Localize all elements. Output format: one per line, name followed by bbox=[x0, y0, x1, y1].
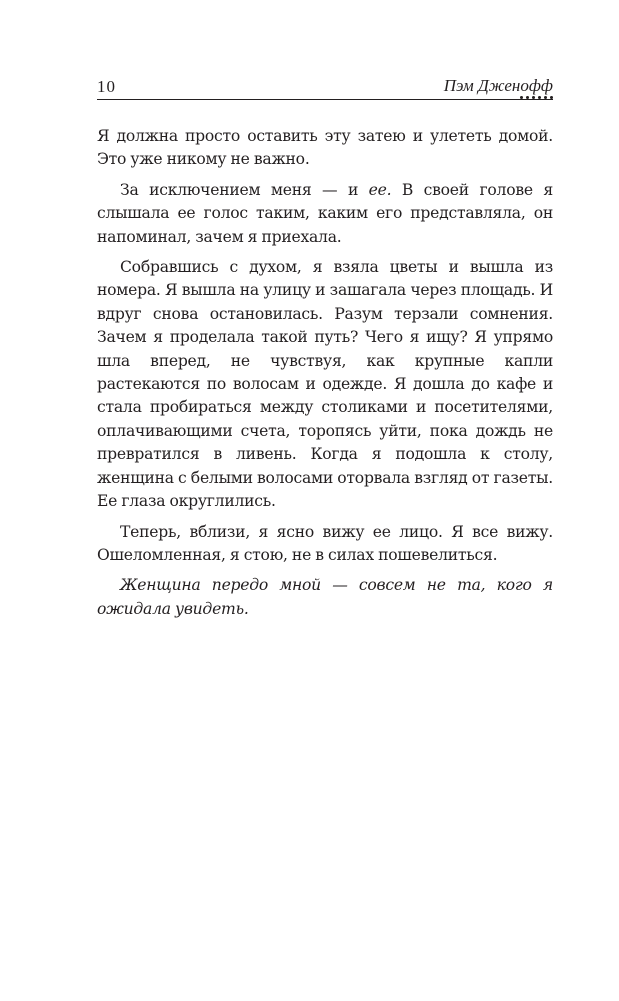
page-number: 10 bbox=[97, 77, 116, 96]
paragraph bbox=[97, 179, 553, 249]
running-head-author: Пэм Дженофф bbox=[443, 76, 553, 95]
paragraph-text: Я должна просто оставить эту затею и улететь домой. Это уже никому не важно. bbox=[97, 127, 553, 169]
paragraph-text: За исключением меня — и bbox=[120, 180, 369, 199]
paragraph bbox=[97, 125, 553, 172]
paragraph bbox=[97, 256, 553, 513]
body-text bbox=[97, 125, 553, 621]
paragraph-text: Собравшись с духом, я взяла цветы и вышла из номера. Я вышла на улицу и зашагала через площадь. И вдруг снова остановилась. Разум терзали сомнения. Зачем я проделала такой путь? Чего я ищу? Я упрямо шла вперед, не чувствуя, как крупные капли растекаются по волосам и одежде. Я дошла до кафе и стала пробираться между столиками и посетителями, оплачивающими счета, торопясь уйти, пока дождь не превратился в ливень. Когда я подошла к столу, женщина с белыми волосами оторвала взгляд от газеты. Ее глаза округлились. bbox=[97, 258, 553, 511]
paragraph-text: В своей голове я слышала ее голос таким, каким его представляла, он напоминал, зачем я приехала. bbox=[97, 180, 553, 246]
italic-paragraph-text: Женщина передо мной — совсем не та, кого я ожидала увидеть. bbox=[97, 576, 553, 618]
paragraph-text: Теперь, вблизи, я ясно вижу ее лицо. Я все вижу. Ошеломленная, я стою, не в силах пошевелиться. bbox=[97, 522, 553, 564]
emphasis-text: ее. bbox=[368, 180, 392, 199]
header-rule-dots bbox=[517, 96, 553, 99]
header-rule bbox=[97, 99, 553, 100]
page-header bbox=[97, 74, 553, 104]
paragraph bbox=[97, 521, 553, 568]
paragraph bbox=[97, 574, 553, 621]
